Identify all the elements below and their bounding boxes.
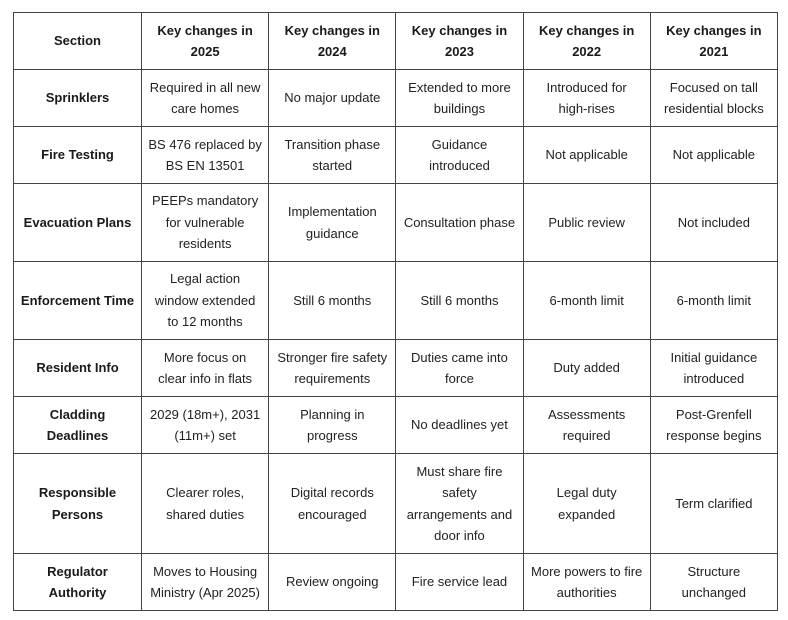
table-cell: 2029 (18m+), 2031 (11m+) set [142, 397, 269, 454]
table-cell: More powers to fire authorities [523, 554, 650, 611]
table-cell: Legal duty expanded [523, 454, 650, 554]
table-cell: Public review [523, 184, 650, 262]
header-2022: Key changes in 2022 [523, 13, 650, 70]
table-cell: Digital records encouraged [269, 454, 396, 554]
row-section-label: Regulator Authority [14, 554, 142, 611]
header-row [14, 13, 778, 70]
table-row [14, 70, 778, 127]
table-cell: Assessments required [523, 397, 650, 454]
table-cell: Legal action window extended to 12 months [142, 262, 269, 340]
table-cell: Transition phase started [269, 127, 396, 184]
table-cell: BS 476 replaced by BS EN 13501 [142, 127, 269, 184]
header-2025: Key changes in 2025 [142, 13, 269, 70]
fire-safety-changes-table [13, 12, 778, 611]
table-row [14, 127, 778, 184]
table-cell: 6-month limit [650, 262, 777, 340]
table-cell: Guidance introduced [396, 127, 523, 184]
table-cell: Not included [650, 184, 777, 262]
header-2021: Key changes in 2021 [650, 13, 777, 70]
table-cell: Post-Grenfell response begins [650, 397, 777, 454]
table-cell: More focus on clear info in flats [142, 340, 269, 397]
table-cell: Duty added [523, 340, 650, 397]
table-cell: Moves to Housing Ministry (Apr 2025) [142, 554, 269, 611]
table-row [14, 184, 778, 262]
table-cell: Extended to more buildings [396, 70, 523, 127]
table-cell: PEEPs mandatory for vulnerable residents [142, 184, 269, 262]
table-cell: Planning in progress [269, 397, 396, 454]
table-cell: No major update [269, 70, 396, 127]
table-cell: Structure unchanged [650, 554, 777, 611]
table-cell: Stronger fire safety requirements [269, 340, 396, 397]
table-cell: Not applicable [650, 127, 777, 184]
row-section-label: Resident Info [14, 340, 142, 397]
table-row [14, 554, 778, 611]
table-cell: Focused on tall residential blocks [650, 70, 777, 127]
table-row [14, 397, 778, 454]
row-section-label: Responsible Persons [14, 454, 142, 554]
table-cell: Consultation phase [396, 184, 523, 262]
row-section-label: Enforcement Time [14, 262, 142, 340]
table-cell: Initial guidance introduced [650, 340, 777, 397]
header-2023: Key changes in 2023 [396, 13, 523, 70]
header-2024: Key changes in 2024 [269, 13, 396, 70]
table-cell: Still 6 months [269, 262, 396, 340]
row-section-label: Evacuation Plans [14, 184, 142, 262]
header-section: Section [14, 13, 142, 70]
table-row [14, 454, 778, 554]
row-section-label: Fire Testing [14, 127, 142, 184]
table-cell: Fire service lead [396, 554, 523, 611]
table-cell: Review ongoing [269, 554, 396, 611]
table-cell: Implementation guidance [269, 184, 396, 262]
table-cell: Required in all new care homes [142, 70, 269, 127]
table-cell: Term clarified [650, 454, 777, 554]
table-cell: Clearer roles, shared duties [142, 454, 269, 554]
row-section-label: Cladding Deadlines [14, 397, 142, 454]
table-cell: 6-month limit [523, 262, 650, 340]
table-cell: Duties came into force [396, 340, 523, 397]
row-section-label: Sprinklers [14, 70, 142, 127]
table-row [14, 340, 778, 397]
table-row [14, 262, 778, 340]
table-cell: No deadlines yet [396, 397, 523, 454]
table-cell: Not applicable [523, 127, 650, 184]
table-cell: Still 6 months [396, 262, 523, 340]
table-cell: Introduced for high-rises [523, 70, 650, 127]
table-cell: Must share fire safety arrangements and door info [396, 454, 523, 554]
